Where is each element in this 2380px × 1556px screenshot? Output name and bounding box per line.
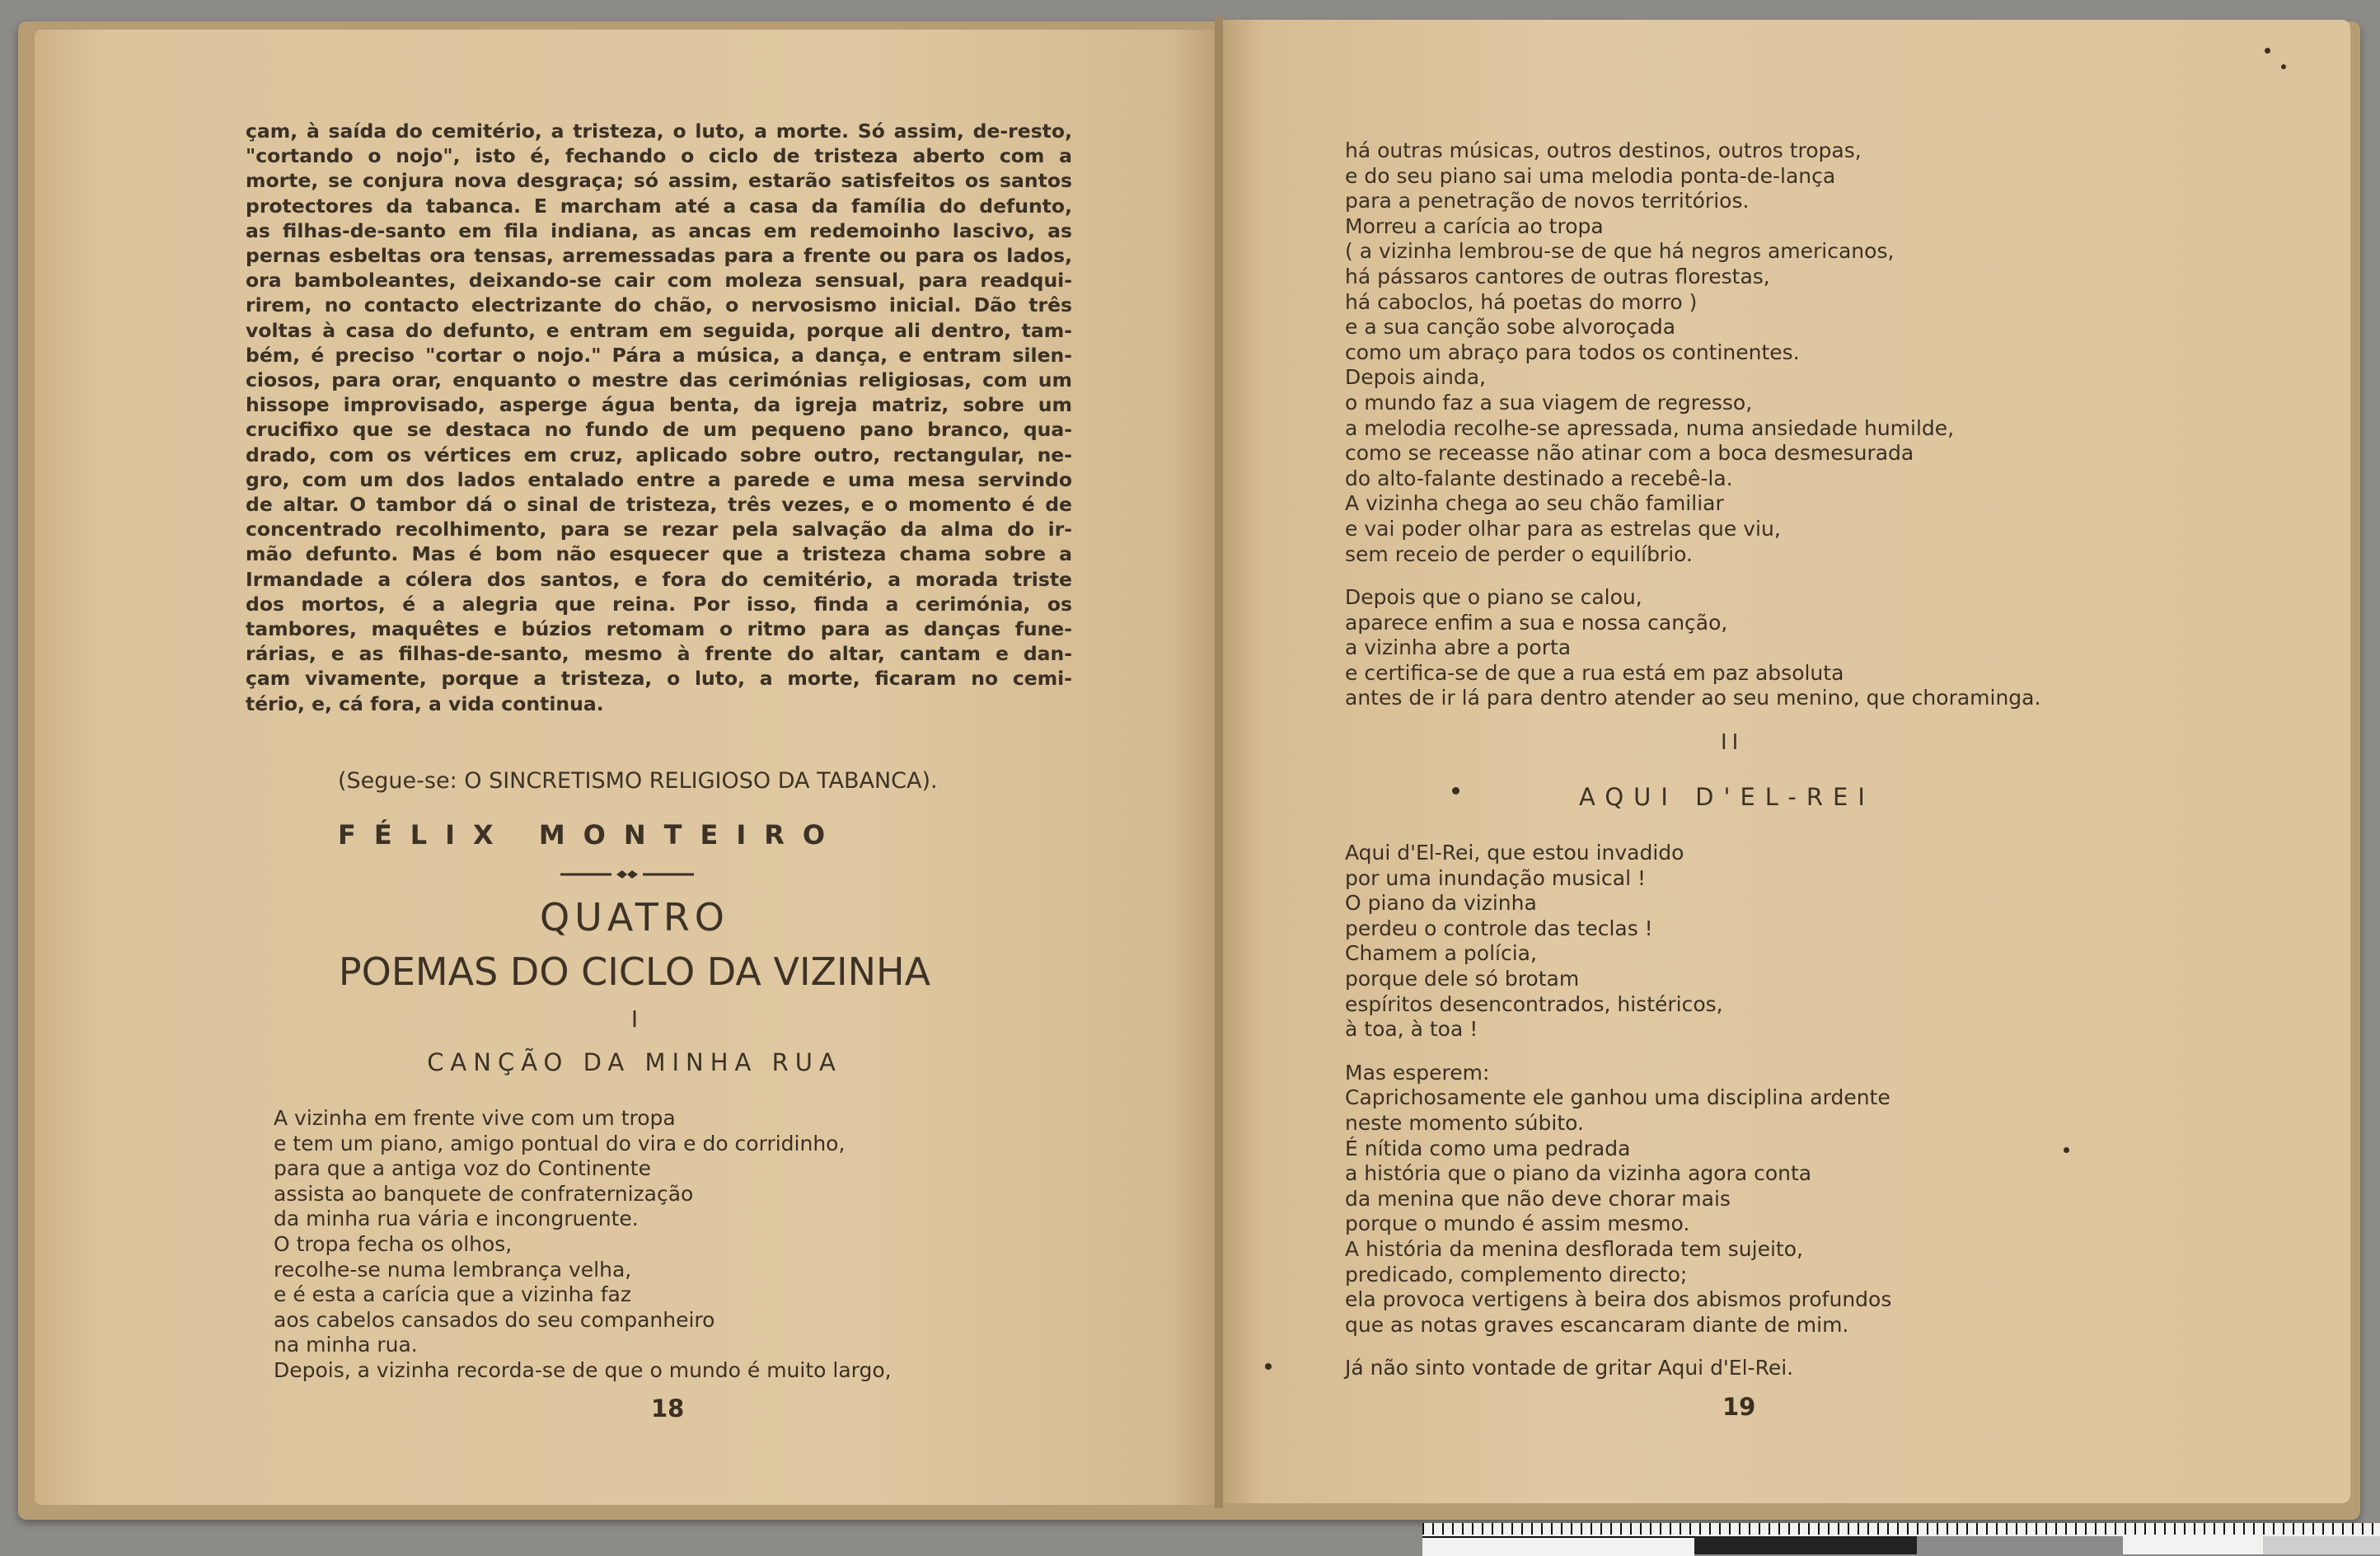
poem-line: do alto-falante destinado a recebê-la. xyxy=(1345,466,1733,490)
stanza-break xyxy=(1345,567,2040,585)
prose-line: hissope improvisado, asperge água benta, da igreja matriz, sobre um xyxy=(246,393,1072,417)
prose-line: as filhas-de-santo em fila indiana, as ancas em redemoinho lascivo, as xyxy=(246,218,1072,242)
poem-line: Chamem a polícia, xyxy=(1345,941,1537,966)
prose-line: mão defunto. Mas é bom não esquecer que a tristeza chama sobre a xyxy=(246,542,1072,566)
ink-speck xyxy=(2064,1147,2069,1153)
poem-line: assista ao banquete de confraternização xyxy=(274,1181,694,1206)
stanza-break xyxy=(1345,1043,1891,1061)
poem-line: e certifica-se de que a rua está em paz absoluta xyxy=(1345,660,1844,685)
ink-speck xyxy=(1452,787,1459,794)
poem-stanza xyxy=(1345,841,1891,1381)
section-title: AQUI D'EL-REI xyxy=(1579,783,1875,811)
prose-line: concentrado recolhimento, para se rezar pela salvação da alma do ir- xyxy=(246,518,1072,541)
poem-line: espíritos desencontrados, histéricos, xyxy=(1345,991,1723,1016)
poem-line: e é esta a carícia que a vizinha faz xyxy=(274,1282,631,1307)
poem-line: Caprichosamente ele ganhou uma disciplina ardente xyxy=(1345,1085,1890,1110)
page-number-left: 18 xyxy=(651,1394,685,1422)
poem-line: e do seu piano sai uma melodia ponta-de-lança xyxy=(1345,163,1836,188)
prose-line: tério, e, cá fora, a vida continua. xyxy=(246,691,604,715)
prose-line: crucifixo que se destaca no fundo de um pequeno pano branco, qua- xyxy=(246,418,1072,442)
poem-line: e a sua canção sobe alvoroçada xyxy=(1345,315,1676,340)
poem-line: como se receasse não atinar com a boca desmesurada xyxy=(1345,441,1914,466)
poem-line: há outras músicas, outros destinos, outros tropas, xyxy=(1345,138,1862,162)
ink-speck xyxy=(1265,1363,1272,1370)
section-numeral: I xyxy=(630,1005,639,1033)
poem-line: ( a vizinha lembrou-se de que há negros americanos, xyxy=(1345,239,1895,264)
poem-line: o mundo faz a sua viagem de regresso, xyxy=(1345,390,1753,415)
ink-speck xyxy=(2281,64,2286,69)
poem-line: na minha rua. xyxy=(274,1333,418,1357)
prose-line: çam, à saída do cemitério, a tristeza, o luto, a morte. Só assim, de-resto, xyxy=(246,120,1072,143)
poem-line: para a penetração de novos territórios. xyxy=(1345,189,1750,213)
poem-line: aparece enfim a sua e nossa canção, xyxy=(1345,610,1728,635)
ruler-scale-segment xyxy=(1422,1536,1694,1556)
poem-line: há pássaros cantores de outras florestas, xyxy=(1345,264,1770,288)
poem-line: neste momento súbito. xyxy=(1345,1110,1584,1135)
prose-line: ora bamboleantes, deixando-se cair com moleza sensual, para readqui- xyxy=(246,269,1072,293)
poem-line: A vizinha chega ao seu chão familiar xyxy=(1345,491,1724,516)
ruler-scale-segment xyxy=(2123,1536,2263,1554)
prose-line: tambores, maquêtes e búzios retomam o ritmo para as danças fune- xyxy=(246,617,1072,641)
prose-line: pernas esbeltas ora tensas, arremessadas para a frente ou para os lados, xyxy=(246,244,1072,268)
poem-collection-title-line1: QUATRO xyxy=(539,895,730,940)
prose-line: rirem, no contacto electrizante do chão, o nervosismo inicial. Dão três xyxy=(246,293,1072,317)
poem-line: aos cabelos cansados do seu companheiro xyxy=(274,1307,715,1332)
prose-line: bém, é preciso "cortar o nojo." Pára a música, a dança, e entram silen- xyxy=(246,343,1072,367)
section-title: CANÇÃO DA MINHA RUA xyxy=(427,1048,842,1076)
poem-line: O piano da vizinha xyxy=(1345,891,1537,916)
ruler-scale-segment xyxy=(2263,1536,2380,1554)
poem-line: recolhe-se numa lembrança velha, xyxy=(274,1257,632,1282)
poem-line: porque o mundo é assim mesmo. xyxy=(1345,1212,1690,1236)
continuation-note: (Segue-se: O SINCRETISMO RELIGIOSO DA TABANCA). xyxy=(338,768,938,794)
prose-line: gro, com um dos lados entalado entre a parede e uma mesa servindo xyxy=(246,467,1072,491)
page-number-right: 19 xyxy=(1722,1393,1756,1421)
poem-line: há caboclos, há poetas do morro ) xyxy=(1345,289,1698,314)
poem-line: por uma inundação musical ! xyxy=(1345,865,1646,890)
ruler-scale-segment xyxy=(1694,1536,1917,1554)
prose-line: protectores da tabanca. E marcham até a casa da família do defunto, xyxy=(246,194,1072,218)
poem-line: Já não sinto vontade de gritar Aqui d'El-Rei. xyxy=(1345,1356,1794,1380)
poem-line: predicado, complemento directo; xyxy=(1345,1262,1688,1287)
poem-line: Aqui d'El-Rei, que estou invadido xyxy=(1345,841,1684,865)
poem-line: Morreu a carícia ao tropa xyxy=(1345,213,1604,238)
prose-line: Irmandade a cólera dos santos, e fora do cemitério, a morada triste xyxy=(246,567,1072,591)
poem-line: a vizinha abre a porta xyxy=(1345,635,1572,660)
poem-line: Mas esperem: xyxy=(1345,1060,1490,1085)
prose-line: ciosos, para orar, enquanto o mestre das cerimónias religiosas, com um xyxy=(246,368,1072,392)
prose-line: voltas à casa do defunto, e entram em seguida, porque ali dentro, tam- xyxy=(246,318,1072,342)
stanza-break xyxy=(1345,1338,1891,1356)
poem-stanza xyxy=(274,1106,892,1384)
poem-line: O tropa fecha os olhos, xyxy=(274,1231,513,1256)
prose-line: "cortando o nojo", isto é, fechando o ciclo de tristeza aberto com a xyxy=(246,144,1072,168)
poem-line: a história que o piano da vizinha agora conta xyxy=(1345,1161,1812,1186)
poem-line: A história da menina desflorada tem sujeito, xyxy=(1345,1236,1803,1261)
ruler-scale-segment xyxy=(1917,1536,2123,1554)
poem-line: a melodia recolhe-se apressada, numa ansiedade humilde, xyxy=(1345,415,1955,440)
prose-line: rárias, e as filhas-de-santo, mesmo à frente do altar, cantam e dan- xyxy=(246,642,1072,666)
poem-line: que as notas graves escancaram diante de mim. xyxy=(1345,1312,1849,1337)
poem-line: e vai poder olhar para as estrelas que viu, xyxy=(1345,516,1781,541)
poem-line: Depois que o piano se calou, xyxy=(1345,585,1642,610)
poem-line: É nítida como uma pedrada xyxy=(1345,1136,1631,1160)
poem-line: da menina que não deve chorar mais xyxy=(1345,1186,1731,1211)
poem-line: da minha rua vária e incongruente. xyxy=(274,1207,639,1231)
ruler-ticks xyxy=(1422,1523,2380,1535)
poem-line: ela provoca vertigens à beira dos abismos profundos xyxy=(1345,1287,1892,1312)
prose-line: drado, com os vértices em cruz, aplicado sobre outro, rectangular, ne- xyxy=(246,443,1072,466)
poem-line: antes de ir lá para dentro atender ao seu menino, que choraminga. xyxy=(1345,686,2041,710)
book-gutter xyxy=(1215,16,1223,1508)
prose-line: morte, se conjura nova desgraça; só assim, estarão satisfeitos os santos xyxy=(246,169,1072,193)
ink-speck xyxy=(2265,48,2270,54)
poem-collection-title-line2: POEMAS DO CICLO DA VIZINHA xyxy=(338,949,931,994)
poem-line: à toa, à toa ! xyxy=(1345,1017,1478,1042)
ornament-divider xyxy=(560,869,694,880)
measurement-ruler xyxy=(1422,1523,2380,1554)
author-name: FÉLIX MONTEIRO xyxy=(338,819,844,851)
poem-line: sem receio de perder o equilíbrio. xyxy=(1345,541,1693,566)
poem-line: A vizinha em frente vive com um tropa xyxy=(274,1106,676,1130)
poem-line: Depois ainda, xyxy=(1345,365,1486,390)
prose-paragraph xyxy=(246,119,1072,716)
section-numeral: II xyxy=(1721,730,1744,755)
prose-line: dos mortos, é a alegria que reina. Por isso, finda a cerimónia, os xyxy=(246,592,1072,616)
poem-line: porque dele só brotam xyxy=(1345,966,1580,991)
poem-line: Depois, a vizinha recorda-se de que o mundo é muito largo, xyxy=(274,1357,892,1382)
poem-stanza xyxy=(1345,138,2040,711)
prose-line: çam vivamente, porque a tristeza, o luto, a morte, ficaram no cemi- xyxy=(246,667,1072,691)
poem-line: para que a antiga voz do Continente xyxy=(274,1156,651,1181)
prose-line: de altar. O tambor dá o sinal de tristeza, três vezes, e o momento é de xyxy=(246,493,1072,517)
poem-line: e tem um piano, amigo pontual do vira e do corridinho, xyxy=(274,1131,846,1155)
poem-line: perdeu o controle das teclas ! xyxy=(1345,916,1653,940)
poem-line: como um abraço para todos os continentes. xyxy=(1345,340,1800,364)
